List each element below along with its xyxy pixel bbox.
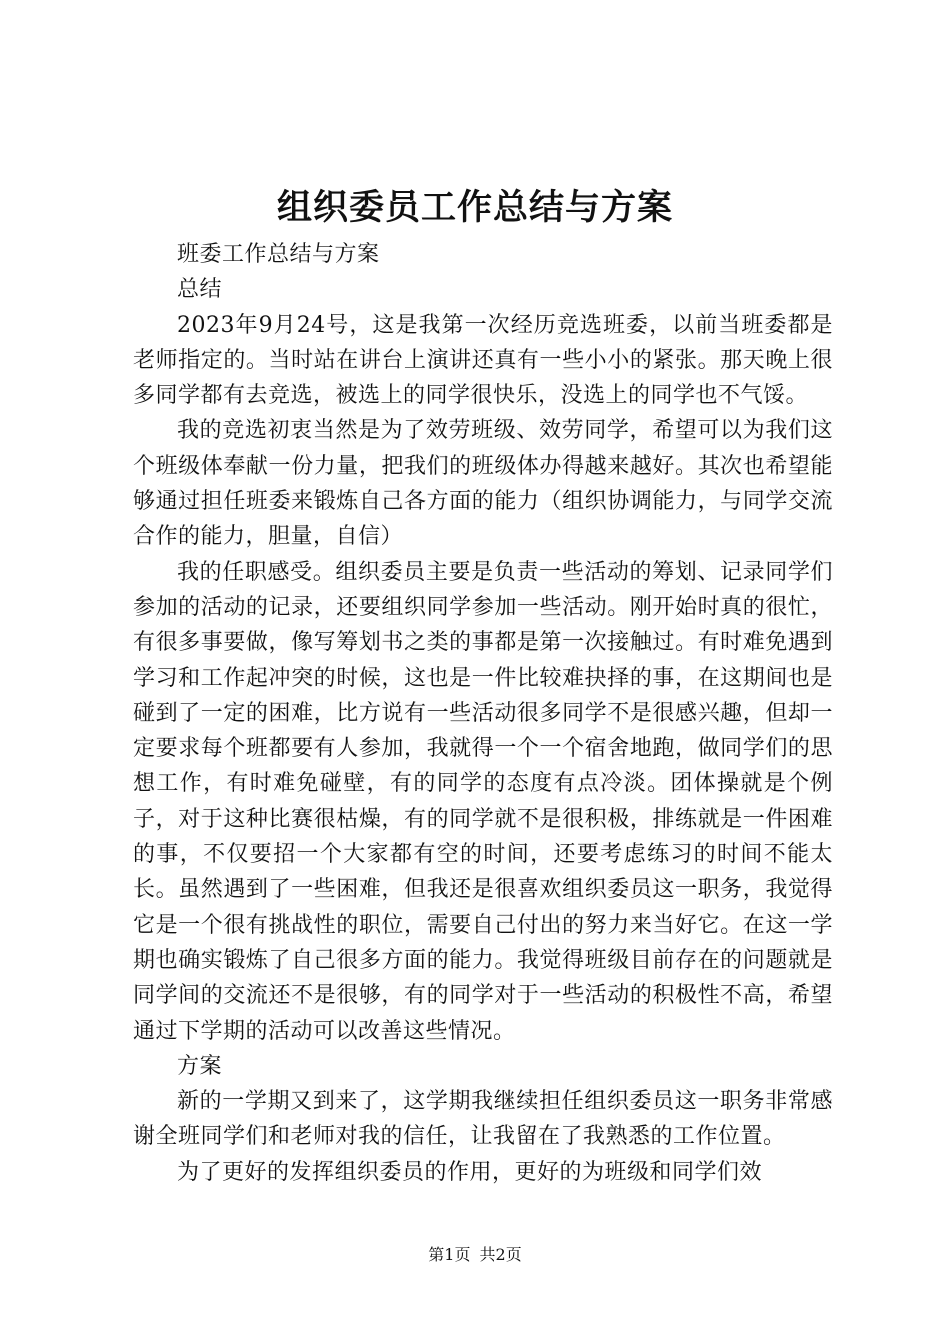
paragraph: 我的竞选初衷当然是为了效劳班级、效劳同学，希望可以为我们这个班级体奉献一份力量，把我们的班级体办得越来越好。其次也希望能够通过担任班委来锻炼自己各方面的能力（组织协调能力，与同学交流合作的能力，胆量，自信） — [133, 418, 833, 550]
document-title: 组织委员工作总结与方案 — [276, 187, 673, 228]
paragraph: 为了更好的发挥组织委员的作用，更好的为班级和同学们效 — [177, 1159, 763, 1185]
page-footer — [0, 1243, 950, 1267]
page-total: 共2页 — [479, 1245, 522, 1264]
document-body — [133, 237, 833, 1190]
section-heading-plan: 方案 — [177, 1053, 223, 1079]
subtitle-paragraph: 班委工作总结与方案 — [177, 242, 380, 267]
page-number: 第1页 — [428, 1245, 471, 1264]
paragraph: 2023年9月24号，这是我第一次经历竞选班委，以前当班委都是老师指定的。当时站在讲台上演讲还真有一些小小的紧张。那天晚上很多同学都有去竞选，被选上的同学很快乐，没选上的同学也不气馁。 — [133, 312, 833, 409]
paragraph: 新的一学期又到来了，这学期我继续担任组织委员这一职务非常感谢全班同学们和老师对我的信任，让我留在了我熟悉的工作位置。 — [133, 1089, 833, 1150]
section-heading-summary: 总结 — [177, 277, 223, 303]
paragraph: 我的任职感受。组织委员主要是负责一些活动的筹划、记录同学们参加的活动的记录，还要组织同学参加一些活动。刚开始时真的很忙，有很多事要做，像写筹划书之类的事都是第一次接触过。有时难免遇到学习和工作起冲突的时候，这也是一件比较难抉择的事，在这期间也是碰到了一定的困难，比方说有一些活动很多同学不是很感兴趣，但却一定要求每个班都要有人参加，我就得一个一个宿舍地跑，做同学们的思想工作，有时难免碰壁，有的同学的态度有点冷淡。团体操就是个例子，对于这种比赛很枯燥，有的同学就不是很积极，排练就是一件困难的事，不仅要招一个大家都有空的时间，还要考虑练习的时间不能太长。虽然遇到了一些困难，但我还是很喜欢组织委员这一职务，我觉得它是一个很有挑战性的职位，需要自己付出的努力来当好它。在这一学期也确实锻炼了自己很多方面的能力。我觉得班级目前存在的问题就是同学间的交流还不是很够，有的同学对于一些活动的积极性不高，希望通过下学期的活动可以改善这些情况。 — [133, 559, 833, 1044]
